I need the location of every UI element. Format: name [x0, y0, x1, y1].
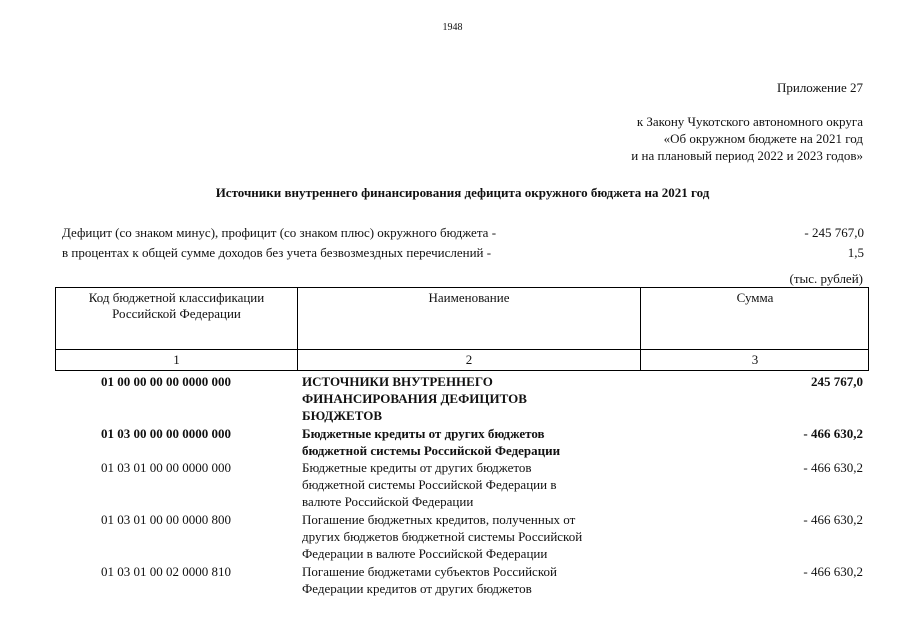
- row-name-line: БЮДЖЕТОВ: [302, 408, 383, 423]
- deficit-label: Дефицит (со знаком минус), профицит (со знаком плюс) окружного бюджета -: [62, 225, 497, 240]
- deficit-line: [62, 225, 864, 242]
- column-number: 2: [465, 352, 473, 367]
- row-code: 01 03 01 00 02 0000 810: [101, 564, 231, 579]
- row-name: [302, 511, 642, 562]
- row-name-line: бюджетной системы Российской Федерации: [302, 443, 561, 458]
- row-name: [302, 563, 642, 597]
- percent-label: в процентах к общей сумме доходов без учета безвозмездных перечислений -: [62, 245, 492, 260]
- percent-line: [62, 245, 864, 262]
- table-header: [55, 287, 869, 371]
- header-code-line: Код бюджетной классификации: [88, 290, 265, 305]
- deficit-value: - 245 767,0: [804, 225, 864, 240]
- header-code: [56, 290, 297, 322]
- law-reference-line: «Об окружном бюджете на 2021 год: [663, 131, 863, 146]
- column-number: 3: [751, 352, 759, 367]
- row-name-line: ИСТОЧНИКИ ВНУТРЕННЕГО: [302, 374, 493, 389]
- row-sum: - 466 630,2: [803, 460, 863, 475]
- row-name-line: других бюджетов бюджетной системы Российской: [302, 529, 583, 544]
- column-number: 1: [173, 352, 180, 367]
- header-divider: [56, 349, 868, 350]
- header-name: Наименование: [428, 290, 510, 305]
- row-name: [302, 459, 642, 510]
- appendix-label: Приложение 27: [776, 80, 863, 95]
- row-name-line: Бюджетные кредиты от других бюджетов: [302, 460, 532, 475]
- law-reference-line: и на плановый период 2022 и 2023 годов»: [631, 148, 863, 163]
- row-name: [302, 373, 642, 424]
- law-reference: [631, 113, 863, 164]
- percent-value: 1,5: [847, 245, 864, 260]
- document-title: Источники внутреннего финансирования дефицита окружного бюджета на 2021 год: [215, 185, 710, 200]
- row-sum: - 466 630,2: [803, 512, 863, 527]
- row-name-line: Бюджетные кредиты от других бюджетов: [302, 426, 545, 441]
- row-sum: - 466 630,2: [803, 564, 863, 579]
- row-code: 01 03 01 00 00 0000 000: [101, 460, 231, 475]
- law-reference-line: к Закону Чукотского автономного округа: [636, 114, 863, 129]
- row-name-line: Федерации в валюте Российской Федерации: [302, 546, 548, 561]
- row-code: 01 03 00 00 00 0000 000: [101, 426, 231, 441]
- row-code: 01 03 01 00 00 0000 800: [101, 512, 231, 527]
- row-name: [302, 425, 642, 459]
- row-name-line: валюте Российской Федерации: [302, 494, 474, 509]
- row-name-line: Погашение бюджетных кредитов, полученных от: [302, 512, 576, 527]
- row-name-line: бюджетной системы Российской Федерации в: [302, 477, 557, 492]
- row-name-line: Погашение бюджетами субъектов Российской: [302, 564, 557, 579]
- row-code: 01 00 00 00 00 0000 000: [101, 374, 231, 389]
- page-number: 1948: [442, 22, 463, 33]
- row-name-line: ФИНАНСИРОВАНИЯ ДЕФИЦИТОВ: [302, 391, 527, 406]
- units-label: (тыс. рублей): [789, 271, 863, 286]
- header-code-line: Российской Федерации: [112, 306, 241, 321]
- row-sum: - 466 630,2: [803, 426, 863, 441]
- row-name-line: Федерации кредитов от других бюджетов: [302, 581, 532, 596]
- header-sum: Сумма: [736, 290, 774, 305]
- row-sum: 245 767,0: [811, 374, 863, 389]
